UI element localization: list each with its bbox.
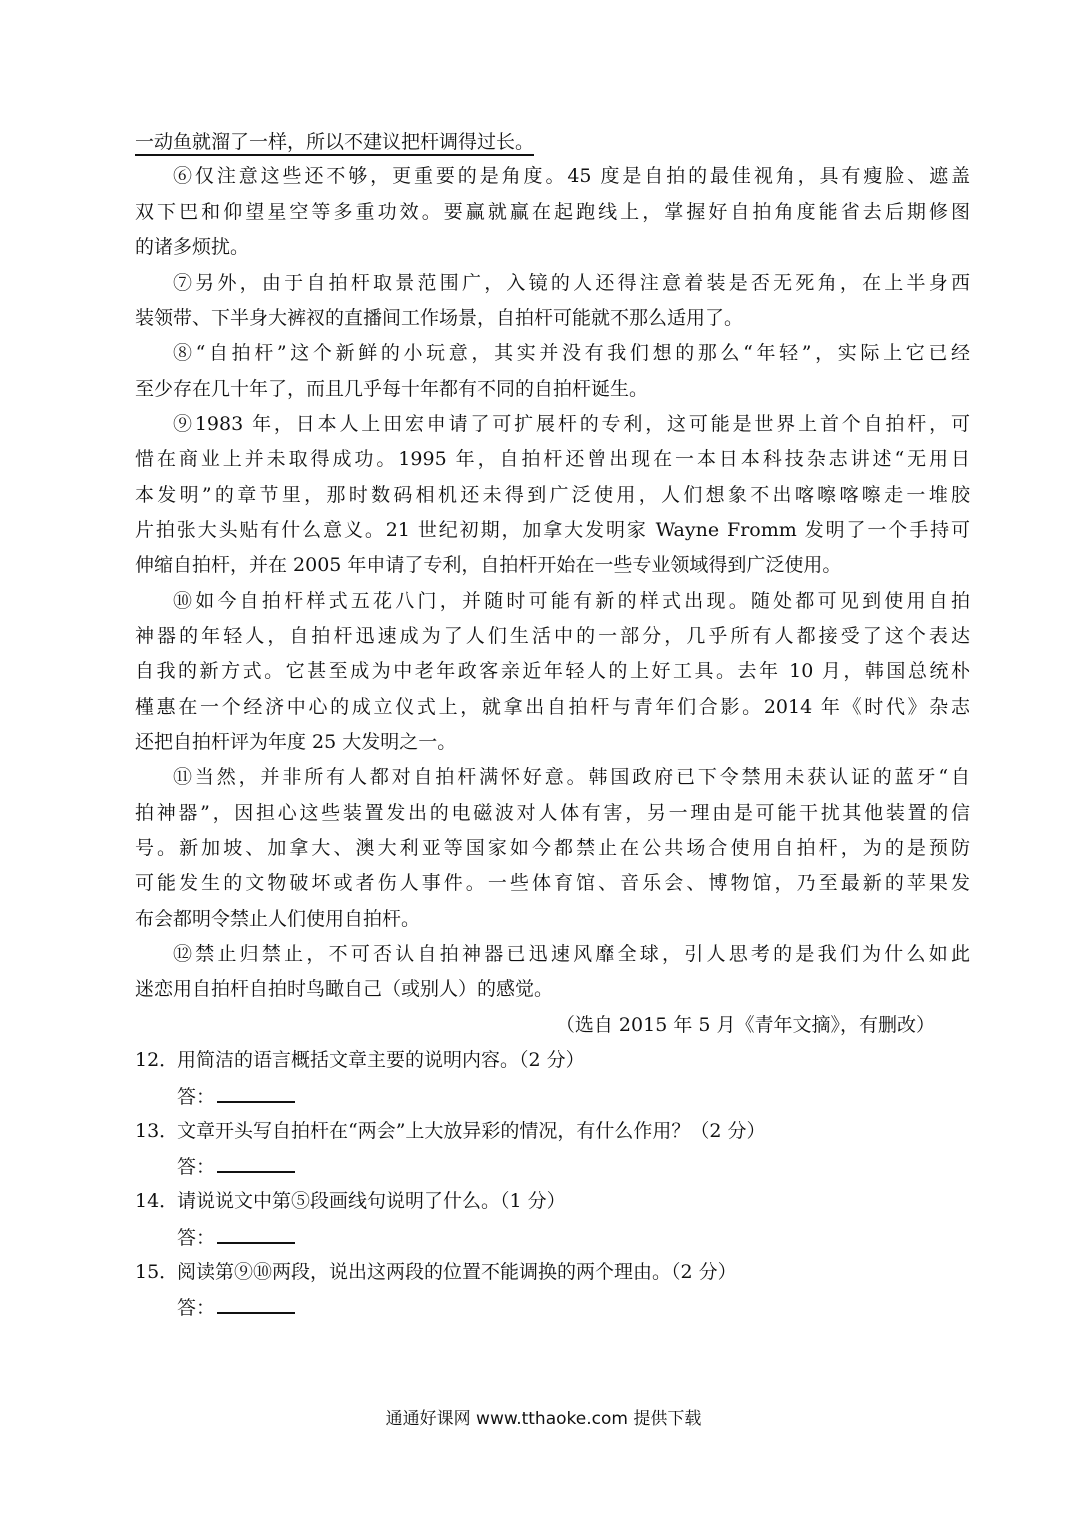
question-15 — [135, 1259, 935, 1285]
paragraph-11-line-5: 布会都明令禁止人们使用自拍杆。 — [135, 908, 421, 930]
paragraph-7-line-2: 装领带、下半身大裤衩的直播间工作场景，自拍杆可能就不那么适用了。 — [135, 307, 744, 329]
question-14 — [135, 1188, 935, 1214]
paragraph-6-line-1: ⑥仅注意这些还不够，更重要的是角度。45 度是自拍的最佳视角，具有瘦脸、遮盖 — [173, 165, 970, 187]
answer-15 — [177, 1294, 295, 1321]
page-footer: 通通好课网 www.tthaoke.com 提供下载 — [385, 1409, 702, 1429]
paragraph-6-line-2: 双下巴和仰望星空等多重功效。要赢就赢在起跑线上，掌握好自拍角度能省去后期修图 — [135, 201, 970, 223]
answer-blank[interactable] — [217, 1153, 295, 1173]
question-number: 14． — [135, 1190, 179, 1212]
source-attribution: （选自 2015 年 5 月《青年文摘》，有删改） — [555, 1014, 935, 1036]
question-text: 请说说文中第⑤段画线句说明了什么。（1 分） — [177, 1190, 566, 1212]
paragraph-9-line-4: 片拍张大头贴有什么意义。21 世纪初期，加拿大发明家 Wayne Fromm 发明了一个手持可 — [135, 519, 970, 541]
question-12 — [135, 1047, 935, 1073]
paragraph-10-line-1: ⑩如今自拍杆样式五花八门，并随时可能有新的样式出现。随处都可见到使用自拍 — [173, 590, 970, 612]
paragraph-9-line-5: 伸缩自拍杆，并在 2005 年申请了专利，自拍杆开始在一些专业领域得到广泛使用。 — [135, 554, 842, 576]
question-text: 阅读第⑨⑩两段，说出这两段的位置不能调换的两个理由。（2 分） — [177, 1261, 737, 1283]
question-text: 用简洁的语言概括文章主要的说明内容。（2 分） — [177, 1049, 585, 1071]
paragraph-11-line-4: 可能发生的文物破坏或者伤人事件。一些体育馆、音乐会、博物馆，乃至最新的苹果发 — [135, 872, 970, 894]
answer-blank[interactable] — [217, 1083, 295, 1103]
answer-label: 答： — [177, 1156, 216, 1178]
paragraph-9-line-3: 本发明”的章节里，那时数码相机还未得到广泛使用，人们想象不出喀嚓喀嚓走一堆胶 — [135, 484, 970, 506]
paragraph-10-line-5: 还把自拍杆评为年度 25 大发明之一。 — [135, 731, 457, 753]
paragraph-12-line-2: 迷恋用自拍杆自拍时鸟瞰自己（或别人）的感觉。 — [135, 978, 554, 1000]
question-13 — [135, 1118, 935, 1144]
paragraph-9-line-2: 惜在商业上并未取得成功。1995 年，自拍杆还曾出现在一本日本科技杂志讲述“无用日 — [135, 448, 970, 470]
answer-blank[interactable] — [217, 1224, 295, 1244]
answer-label: 答： — [177, 1227, 216, 1249]
question-number: 13． — [135, 1120, 179, 1142]
paragraph-9-line-1: ⑨1983 年，日本人上田宏申请了可扩展杆的专利，这可能是世界上首个自拍杆，可 — [173, 413, 970, 435]
answer-12 — [177, 1083, 295, 1110]
question-number: 15． — [135, 1261, 179, 1283]
paragraph-10-line-4: 槿惠在一个经济中心的成立仪式上，就拿出自拍杆与青年们合影。2014 年《时代》杂志 — [135, 696, 970, 718]
answer-13 — [177, 1153, 295, 1180]
paragraph-6-line-3: 的诸多烦扰。 — [135, 236, 250, 258]
question-text: 文章开头写自拍杆在“两会”上大放异彩的情况，有什么作用？（2 分） — [177, 1120, 766, 1142]
answer-14 — [177, 1224, 295, 1251]
paragraph-11-line-3: 号。新加坡、加拿大、澳大利亚等国家如今都禁止在公共场合使用自拍杆，为的是预防 — [135, 837, 970, 859]
answer-label: 答： — [177, 1086, 216, 1108]
paragraph-8-line-2: 至少存在几十年了，而且几乎每十年都有不同的自拍杆诞生。 — [135, 378, 649, 400]
answer-label: 答： — [177, 1297, 216, 1319]
paragraph-12-line-1: ⑫禁止归禁止，不可否认自拍神器已迅速风靡全球，引人思考的是我们为什么如此 — [173, 943, 970, 965]
question-number: 12． — [135, 1049, 179, 1071]
answer-blank[interactable] — [217, 1294, 295, 1314]
paragraph-10-line-2: 神器的年轻人，自拍杆迅速成为了人们生活中的一部分，几乎所有人都接受了这个表达 — [135, 625, 970, 647]
paragraph-11-line-1: ⑪当然，并非所有人都对自拍杆满怀好意。韩国政府已下令禁用未获认证的蓝牙“自 — [173, 766, 970, 788]
paragraph-8-line-1: ⑧“自拍杆”这个新鲜的小玩意，其实并没有我们想的那么“年轻”，实际上它已经 — [173, 342, 970, 364]
paragraph-5-tail: 一动鱼就溜了一样，所以不建议把杆调得过长。 — [135, 129, 970, 155]
paragraph-7-line-1: ⑦另外，由于自拍杆取景范围广，入镜的人还得注意着装是否无死角，在上半身西 — [173, 272, 970, 294]
paragraph-11-line-2: 拍神器”，因担心这些装置发出的电磁波对人体有害，另一理由是可能干扰其他装置的信 — [135, 802, 970, 824]
paragraph-10-line-3: 自我的新方式。它甚至成为中老年政客亲近年轻人的上好工具。去年 10 月，韩国总统朴 — [135, 660, 970, 682]
